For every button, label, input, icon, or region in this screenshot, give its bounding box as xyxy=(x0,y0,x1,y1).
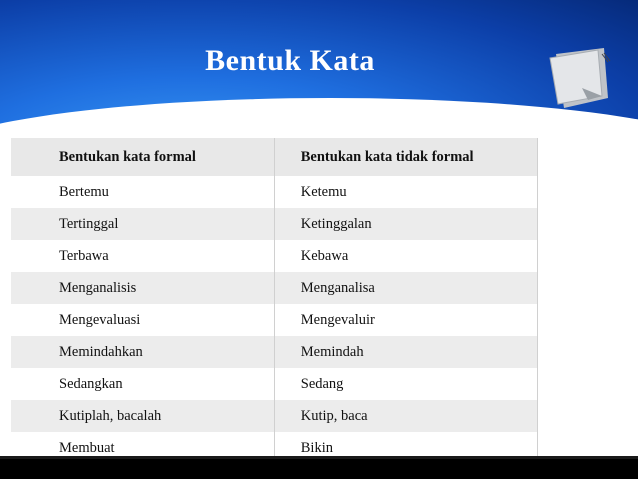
table-row xyxy=(11,240,538,272)
cell-formal: Memindahkan xyxy=(11,336,274,368)
cell-informal: Bikin xyxy=(274,432,537,465)
cell-informal: Mengevaluir xyxy=(274,304,537,336)
cell-informal: Sedang xyxy=(274,368,537,400)
cell-formal: Membuat xyxy=(11,432,274,465)
cell-formal: Bertemu xyxy=(11,176,274,208)
table-row xyxy=(11,272,538,304)
header-informal: Bentukan kata tidak formal xyxy=(274,138,537,176)
table-row xyxy=(11,336,538,368)
word-form-table xyxy=(11,138,538,465)
table-header-row xyxy=(11,138,538,176)
cell-informal: Ketinggalan xyxy=(274,208,537,240)
cell-formal: Mengevaluasi xyxy=(11,304,274,336)
table-row xyxy=(11,176,538,208)
slide-title: Bentuk Kata xyxy=(205,44,375,77)
cell-informal: Menganalisa xyxy=(274,272,537,304)
table-row xyxy=(11,304,538,336)
cell-informal: Memindah xyxy=(274,336,537,368)
cell-formal: Sedangkan xyxy=(11,368,274,400)
table-row xyxy=(11,400,538,432)
header-formal: Bentukan kata formal xyxy=(11,138,274,176)
footer-bar xyxy=(0,459,638,479)
cell-informal: Ketemu xyxy=(274,176,537,208)
paper-sheet-icon xyxy=(542,44,612,112)
cell-formal: Kutiplah, bacalah xyxy=(11,400,274,432)
cell-formal: Menganalisis xyxy=(11,272,274,304)
table-row xyxy=(11,208,538,240)
cell-informal: Kutip, baca xyxy=(274,400,537,432)
cell-informal: Kebawa xyxy=(274,240,537,272)
cell-formal: Terbawa xyxy=(11,240,274,272)
table-row xyxy=(11,368,538,400)
cell-formal: Tertinggal xyxy=(11,208,274,240)
